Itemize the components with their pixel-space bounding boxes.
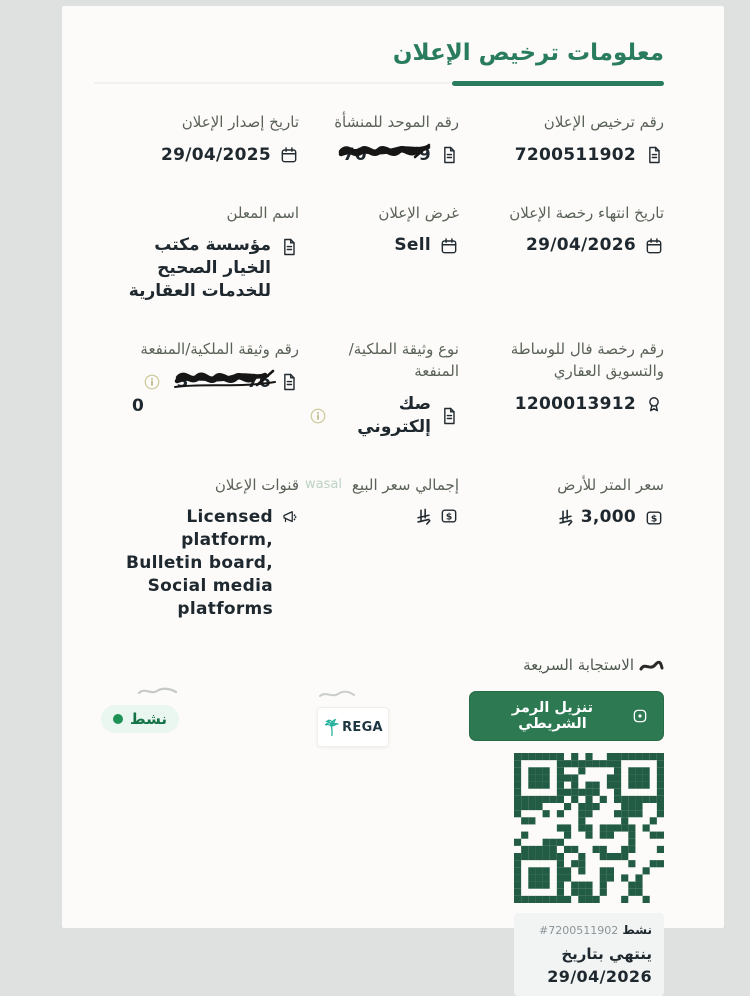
page-header <box>94 40 664 84</box>
page-title: معلومات ترخيص الإعلان <box>392 40 664 66</box>
document-icon <box>439 406 459 426</box>
field-label <box>305 475 459 497</box>
document-icon <box>644 145 664 165</box>
download-barcode-button[interactable] <box>469 691 664 741</box>
status-badge <box>101 705 179 733</box>
value-fragment: 70 <box>342 144 367 165</box>
qr-status-number: #7200511902 <box>539 923 619 937</box>
field-value: 3,000 <box>580 507 636 528</box>
qr-expiry-date: 29/04/2026 <box>547 966 652 986</box>
field-label: غرض الإعلان <box>378 203 459 222</box>
currency-icon <box>644 508 664 528</box>
field-unified-number <box>299 112 459 167</box>
faint-scribble <box>317 689 357 699</box>
calendar-icon <box>644 236 664 256</box>
value-fragment-line2: 0 <box>132 395 144 416</box>
field-label: اسم المعلن <box>226 203 299 222</box>
field-label: رقم ترخيص الإعلان <box>543 113 664 131</box>
saudi-riyal-symbol <box>558 509 573 526</box>
field-label: تاريخ إصدار الإعلان <box>181 113 299 131</box>
calendar-icon <box>279 145 299 165</box>
qr-status-word: نشط <box>622 922 652 937</box>
info-icon[interactable] <box>143 373 161 391</box>
value-fragment: 76 <box>246 372 271 392</box>
field-label: رقم وثيقة الملكية/المنفعة <box>140 340 299 359</box>
redacted-value <box>343 144 431 167</box>
field-total-sale-price <box>299 475 459 621</box>
field-value: 7200511902 <box>514 144 636 165</box>
field-value: 1200013912 <box>514 393 636 414</box>
field-fal-license <box>459 339 664 438</box>
field-license-expiry <box>459 203 664 304</box>
field-advertiser-name <box>94 203 299 304</box>
field-ad-license-number <box>459 112 664 167</box>
field-label-text: إجمالي سعر البيع <box>351 475 459 494</box>
megaphone-icon <box>281 508 299 526</box>
license-badge-icon <box>644 394 664 414</box>
qr-scan-icon <box>631 707 649 725</box>
title-accent-underline <box>452 81 664 86</box>
redacted-value <box>177 371 271 394</box>
license-fields-grid <box>94 112 664 621</box>
field-label: رقم رخصة فال للوساطة والتسويق العقاري <box>510 340 664 380</box>
field-deed-number <box>94 339 299 438</box>
qr-label: الاستجابة السريعة <box>523 656 634 675</box>
field-issue-date <box>94 112 299 167</box>
field-label: نوع وثيقة الملكية/المنفعة <box>348 340 459 380</box>
field-label: قنوات الإعلان <box>214 475 299 494</box>
value-fragment: 9 <box>418 144 431 165</box>
document-icon <box>439 145 459 165</box>
rega-logo-column <box>299 689 459 996</box>
qr-code <box>514 753 664 903</box>
rega-palm-icon <box>323 716 340 738</box>
small-redaction-scribble <box>638 659 664 673</box>
field-deed-type <box>299 339 459 438</box>
document-icon <box>279 237 299 257</box>
status-dot <box>113 714 123 724</box>
svg-text:$: $ <box>445 511 453 523</box>
field-price-per-meter <box>459 475 664 621</box>
status-label: نشط <box>130 710 167 729</box>
qr-column <box>459 655 664 996</box>
license-document-page <box>62 6 724 986</box>
faint-scribble <box>135 685 179 697</box>
field-value: مؤسسة مكتب الخيار الصحيح للخدمات العقارية <box>128 235 271 302</box>
qr-info-card <box>514 913 664 996</box>
currency-icon <box>439 506 459 526</box>
svg-text:$: $ <box>650 513 658 525</box>
field-value: 29/04/2026 <box>525 235 636 256</box>
calendar-icon <box>439 236 459 256</box>
watermark-text: wasal <box>305 476 342 492</box>
field-value: صك إلكتروني <box>357 393 431 437</box>
field-label: رقم الموحد للمنشأة <box>334 113 459 131</box>
field-ad-purpose <box>299 203 459 304</box>
qr-expiry-label: ينتهي بتاريخ <box>561 944 652 963</box>
field-value: Sell <box>394 235 431 256</box>
qr-section <box>94 655 664 996</box>
download-barcode-label: تنزيل الرمز الشريطي <box>511 699 594 732</box>
field-label: تاريخ انتهاء رخصة الإعلان <box>509 203 664 222</box>
info-icon[interactable] <box>309 407 327 425</box>
rega-logo <box>317 707 389 747</box>
field-value: Licensed platform, Bulletin board, Social media platforms <box>125 507 273 620</box>
saudi-riyal-symbol <box>416 508 431 525</box>
rega-logo-text: REGA <box>342 719 383 735</box>
document-icon <box>279 372 299 392</box>
value-fragment: 3 <box>176 372 189 392</box>
field-ad-channels <box>94 475 299 621</box>
status-column <box>94 685 299 996</box>
field-value: 29/04/2025 <box>160 144 271 165</box>
field-label: سعر المتر للأرض <box>557 475 664 494</box>
